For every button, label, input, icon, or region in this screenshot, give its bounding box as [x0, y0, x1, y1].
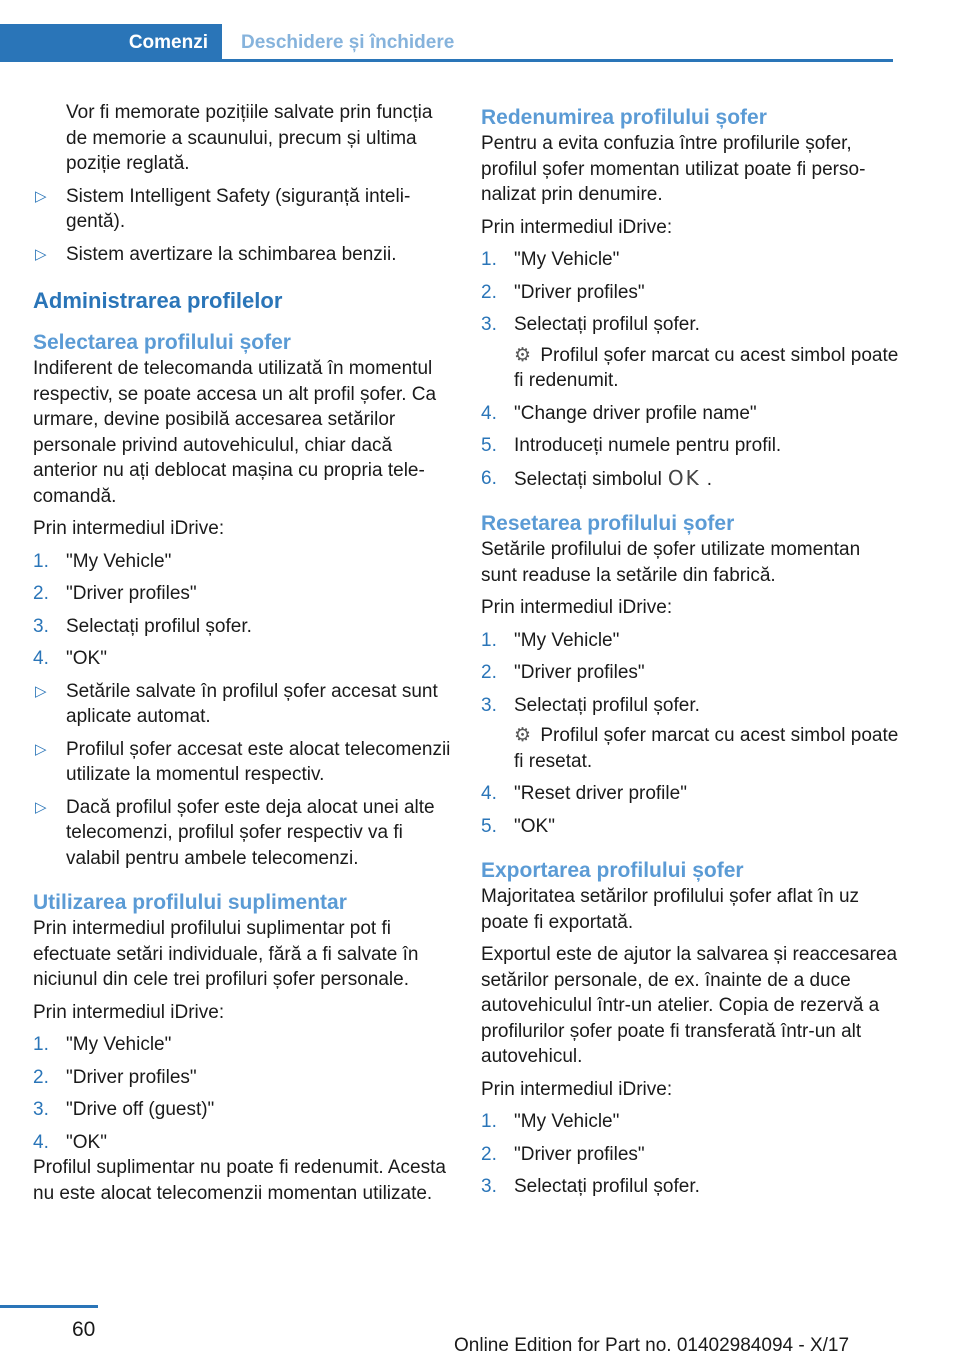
list-item: 5. Introduceți numele pentru profil. [481, 435, 782, 456]
right-column [481, 100, 901, 1207]
paragraph: Prin intermediul iDrive: [481, 597, 673, 618]
list-item: ▷ Setările salvate în profilul șofer accesat sunt aplicate automat. [35, 680, 438, 727]
triangle-bullet-icon: ▷ [35, 245, 47, 263]
paragraph: Indiferent de telecomanda utilizată în momentul respectiv, se poate accesa un alt profil șofer. Ca urmare, devine posibilă accesarea setărilor personale privind autovehiculul, chiar dacă anterior nu ați deblocat mașina cu propria telecomandă. [33, 358, 437, 507]
subsection-heading: Utilizarea profilului suplimentar [33, 891, 347, 914]
paragraph: Prin intermediul iDrive: [481, 216, 673, 238]
paragraph: Prin intermediul iDrive: [33, 518, 225, 539]
footer-rule [0, 1305, 98, 1308]
tab-deschidere: Deschidere și închidere [241, 32, 455, 53]
list-item: ▷ Dacă profilul șofer este deja alocat unei alte telecomenzi, profilul șofer respectiv va fi valabil pentru ambele telecomenzi. [35, 796, 435, 869]
step-note: ⚙ Profilul șofer marcat cu acest simbol poate fi resetat. [514, 725, 899, 772]
triangle-bullet-icon: ▷ [35, 798, 47, 816]
paragraph: Prin intermediul iDrive: [481, 1078, 673, 1100]
list-item: 4. "Reset driver profile" [481, 783, 687, 804]
list-item: 4. "OK" [33, 648, 107, 669]
list-item: 6. Selectați simbolul OK . [481, 465, 712, 490]
list-item: ▷ Sistem Intelligent Safety (siguranță inteligentă). [35, 185, 411, 232]
gear-icon: ⚙ [514, 725, 532, 746]
list-item: 4. "Change driver profile name" [481, 402, 757, 424]
header-rule [222, 59, 893, 62]
intro-continuation: Vor fi memorate pozițiile salvate prin funcția de memorie a scaunului, precum și ultima poziție reglată. [66, 102, 433, 174]
page-number: 60 [72, 1318, 96, 1341]
list-item: 3. Selectați profilul șofer. ⚙ Profilul șofer marcat cu acest simbol poate fi resetat. [481, 693, 901, 775]
gear-icon: ⚙ [514, 344, 532, 366]
tab-comenzi: Comenzi [0, 24, 222, 62]
paragraph: Setările profilului de șofer utilizate momentan sunt readuse la setările din fabrică. [481, 539, 861, 586]
list-item: 2. "Driver profiles" [481, 1143, 645, 1165]
list-item: 4. "OK" [33, 1131, 107, 1153]
header-bar [0, 24, 893, 62]
list-item: 2. "Driver profiles" [481, 281, 645, 303]
list-item: 1. "My Vehicle" [33, 1034, 172, 1055]
list-item: 1. "My Vehicle" [481, 629, 620, 651]
subsection-heading: Redenumirea profilului șofer [481, 106, 767, 129]
paragraph: Exportul este de ajutor la salvarea și reaccesarea setărilor personale, de ex. înainte de a duce autovehiculul într-un atelier. Copia de rezervă a profilurilor șofer poate fi transferată într-un alt autovehicul. [481, 944, 898, 1067]
edition-footer: Online Edition for Part no. 01402984094 - X/17 [454, 1335, 850, 1356]
list-item: ▷ Sistem avertizare la schimbarea benzii. [33, 242, 451, 268]
subsection-heading: Selectarea profilului șofer [33, 331, 291, 354]
list-item: 1. "My Vehicle" [481, 1111, 620, 1132]
triangle-bullet-icon: ▷ [35, 740, 47, 758]
left-column [33, 100, 451, 1213]
paragraph: Majoritatea setărilor profilului șofer aflat în uz poate fi exportată. [481, 886, 860, 933]
section-heading: Administrarea profilelor [33, 288, 283, 313]
list-item: 3. "Drive off (guest)" [33, 1099, 215, 1120]
list-item: 2. "Driver profiles" [481, 662, 645, 683]
list-item: 5. "OK" [481, 815, 555, 837]
paragraph: Prin intermediul profilului suplimentar pot fi efectuate setări individuale, fără a fi salvate în niciunul din cele trei profiluri șofer personale. [33, 918, 419, 990]
list-item: 1. "My Vehicle" [33, 550, 172, 572]
list-item: 3. Selectați profilul șofer. ⚙ Profilul șofer marcat cu acest simbol poate fi redenumit. [481, 312, 901, 394]
step-note: ⚙ Profilul șofer marcat cu acest simbol poate fi redenumit. [514, 344, 899, 391]
paragraph: Pentru a evita confuzia între profilurile șofer, profilul șofer momentan utilizat poate fi personalizat prin denumire. [481, 133, 866, 205]
list-item: ▷ Profilul șofer accesat este alocat telecomenzii utilizate la momentul respectiv. [35, 738, 451, 785]
ok-symbol-icon: OK [667, 465, 701, 490]
subsection-heading: Exportarea profilului șofer [481, 859, 744, 882]
triangle-bullet-icon: ▷ [35, 187, 47, 205]
list-item: 1. "My Vehicle" [481, 249, 620, 270]
paragraph: Profilul suplimentar nu poate fi redenumit. Acesta nu este alocat telecomenzii momentan utilizate. [33, 1157, 446, 1204]
list-item: 2. "Driver profiles" [33, 1066, 197, 1088]
list-item: 3. Selectați profilul șofer. [33, 615, 252, 637]
triangle-bullet-icon: ▷ [35, 682, 47, 700]
paragraph: Prin intermediul iDrive: [33, 1001, 225, 1023]
list-item: 3. Selectați profilul șofer. [481, 1176, 700, 1197]
subsection-heading: Resetarea profilului șofer [481, 512, 735, 535]
list-item: 2. "Driver profiles" [33, 583, 197, 604]
